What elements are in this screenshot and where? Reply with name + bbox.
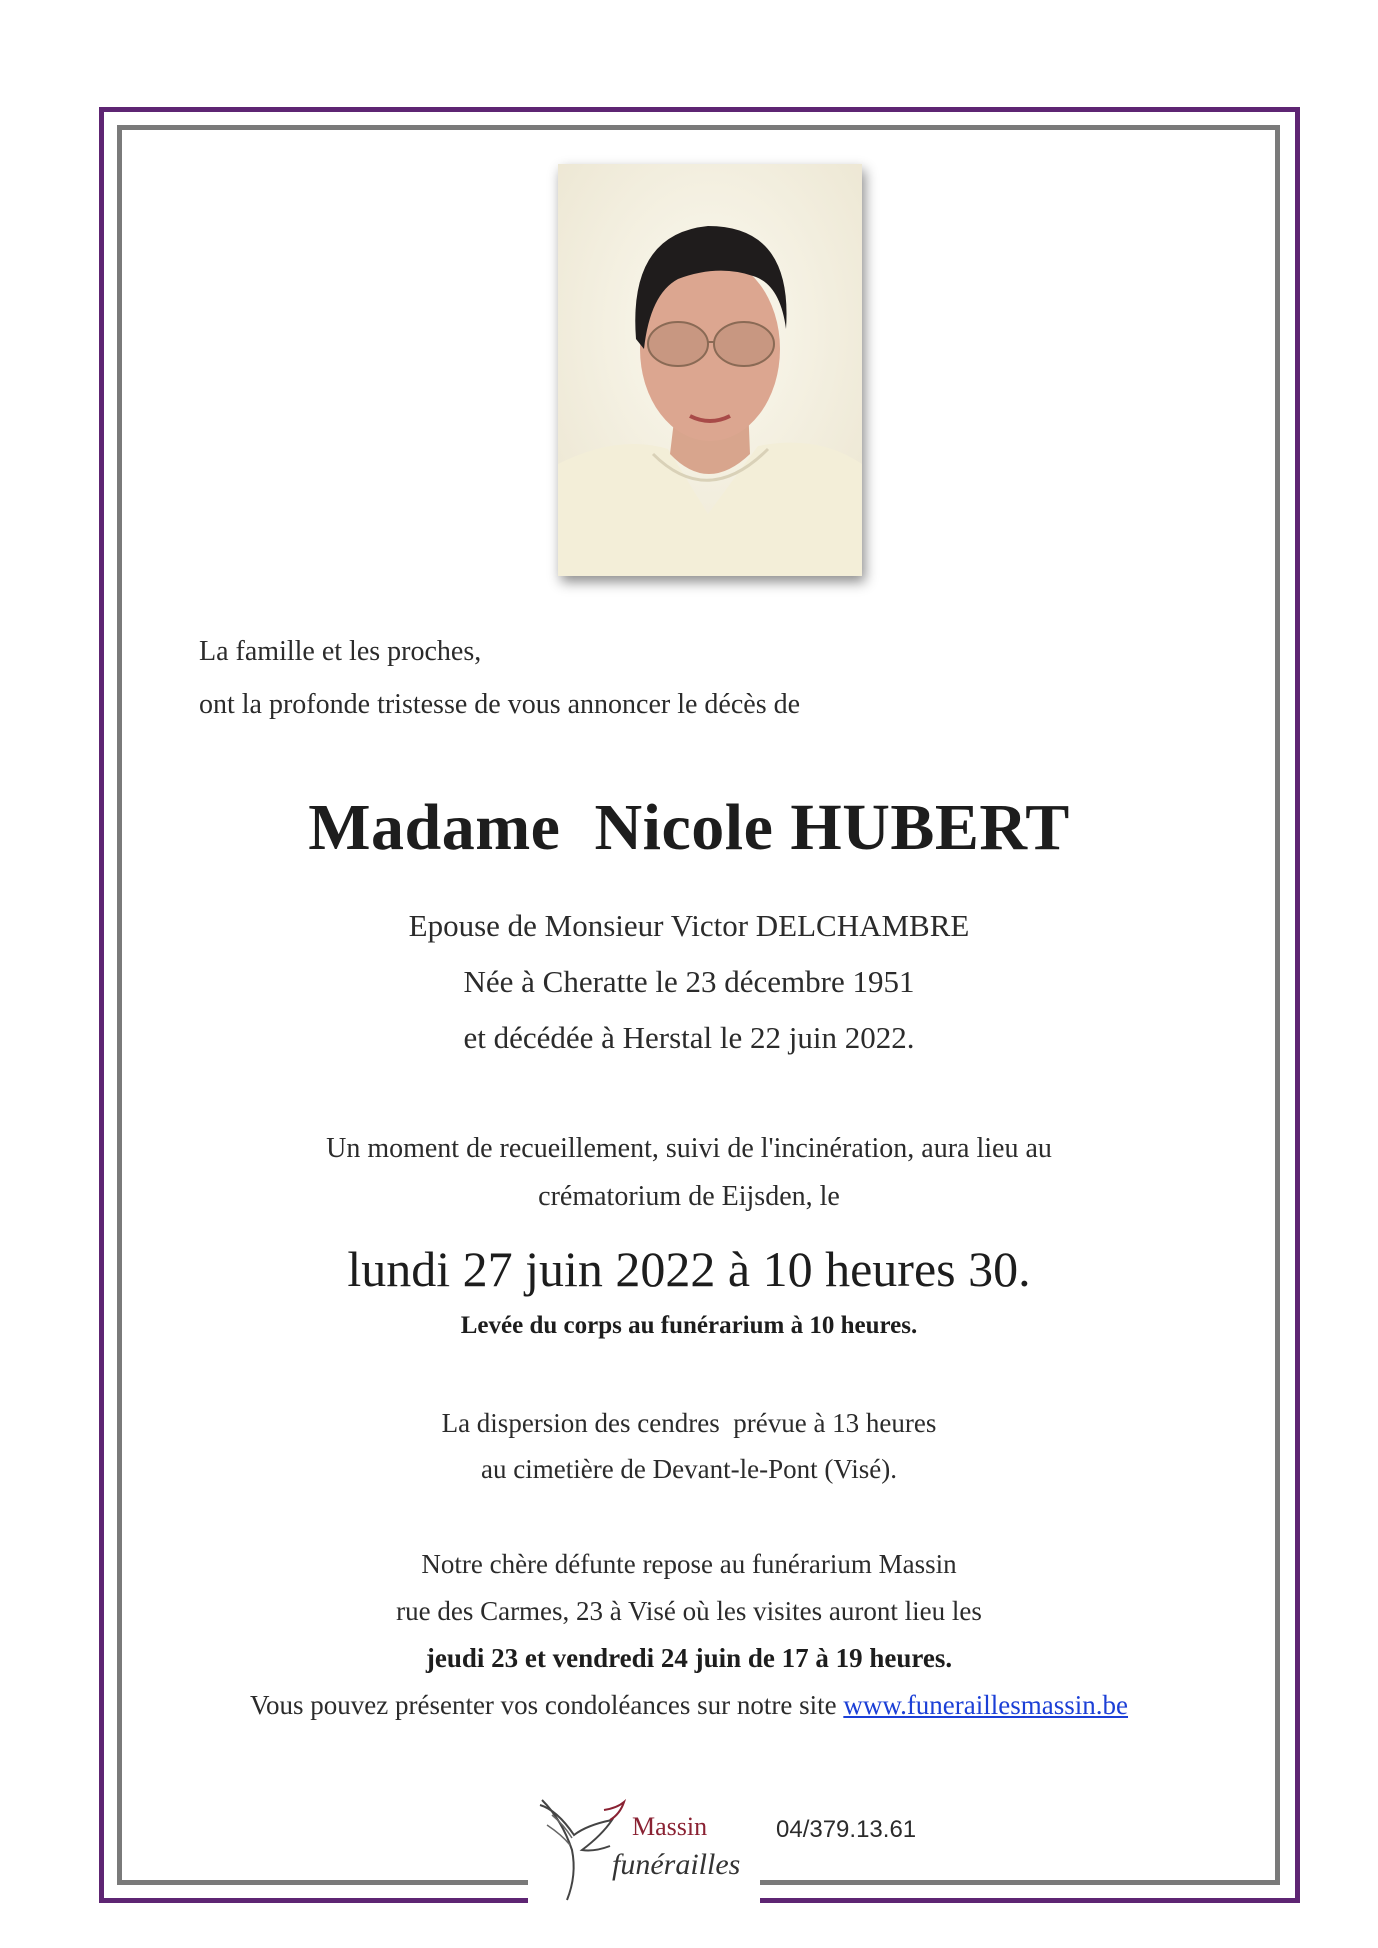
levee-notice: Levée du corps au funérarium à 10 heures. [460, 1312, 918, 1339]
dove-icon [532, 1780, 632, 1910]
portrait-photo [558, 164, 862, 576]
death-line: et décédée à Herstal le 22 juin 2022. [463, 1020, 915, 1055]
dispersion-text [0, 1400, 1378, 1492]
visits-schedule: jeudi 23 et vendredi 24 juin de 17 à 19 heures. [425, 1643, 953, 1673]
deceased-name: Madame Nicole HUBERT [308, 791, 1070, 864]
spouse-line: Epouse de Monsieur Victor DELCHAMBRE [408, 908, 970, 943]
visits-line-2: rue des Carmes, 23 à Visé où les visites auront lieu les [396, 1596, 982, 1626]
deceased-details [0, 898, 1378, 1066]
company-logo [528, 1776, 760, 1916]
ceremony-line-2: crématorium de Eijsden, le [538, 1181, 840, 1212]
logo-word-massin: Massin [632, 1812, 708, 1841]
ceremony-line-1: Un moment de recueillement, suivi de l'incinération, aura lieu au [326, 1133, 1052, 1164]
visits-line-1: Notre chère défunte repose au funérarium Massin [421, 1549, 957, 1579]
condolences-line [0, 1682, 1378, 1729]
condolences-text: Vous pouvez présenter vos condoléances sur notre site [249, 1690, 844, 1720]
visits-text [0, 1541, 1378, 1729]
intro-line-2: ont la profonde tristesse de vous annoncer le décès de [199, 689, 801, 720]
intro-line-1: La famille et les proches, [199, 636, 482, 667]
birth-line: Née à Cheratte le 23 décembre 1951 [463, 964, 915, 999]
intro-text [199, 625, 1099, 731]
phone-number: 04/379.13.61 [770, 1816, 922, 1844]
website-link[interactable]: www.funeraillesmassin.be [843, 1690, 1129, 1720]
dispersion-line-2: au cimetière de Devant-le-Pont (Visé). [481, 1454, 897, 1484]
dispersion-line-1: La dispersion des cendres prévue à 13 heures [441, 1408, 937, 1438]
ceremony-date: lundi 27 juin 2022 à 10 heures 30. [347, 1241, 1031, 1297]
logo-word-funerailles: funérailles [612, 1848, 741, 1881]
ceremony-text [0, 1125, 1378, 1221]
